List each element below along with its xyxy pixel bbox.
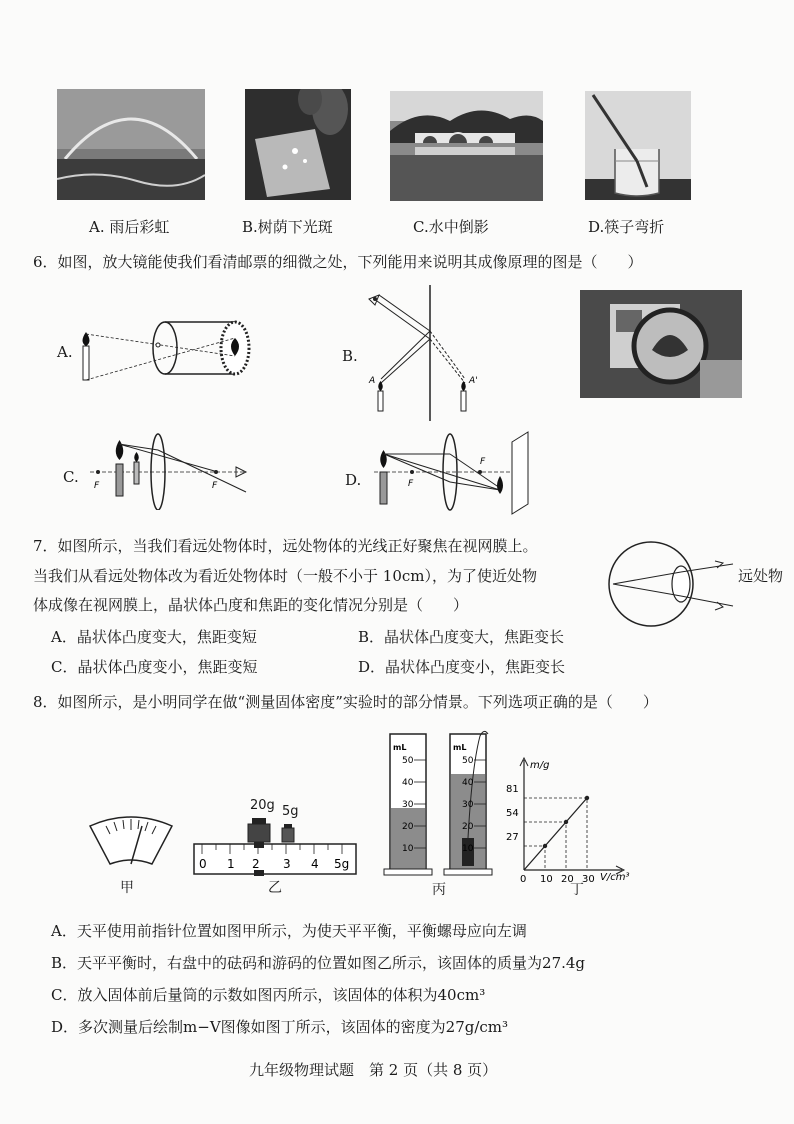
cyl2-tick-20: 20	[462, 822, 474, 832]
caption-c: C.水中倒影	[413, 218, 489, 236]
fig-label-bing: 丙	[432, 882, 446, 898]
question-7-stem-line3: 体成像在视网膜上，晶状体凸度和焦距的变化情况分别是（ ）	[33, 596, 469, 614]
question-7-stem-line2: 当我们从看远处物体改为看近处物体时（一般不小于 10cm），为了使近处物	[33, 567, 537, 585]
q6-diagram-c	[88, 430, 248, 510]
eye-label-far-object: 远处物	[738, 567, 784, 585]
caption-a: A. 雨后彩虹	[89, 218, 170, 236]
fig-label-yi: 乙	[268, 880, 282, 896]
q7-option-c: C．晶状体凸度变小，焦距变短	[51, 658, 258, 676]
q6-diagram-b	[365, 283, 495, 423]
tree-shade-photo	[245, 89, 351, 200]
graph-ytick-27: 27	[506, 832, 519, 843]
graph-ytick-54: 54	[506, 808, 519, 819]
weight-label-20g: 20g	[250, 798, 275, 813]
page-footer: 九年级物理试题 第 2 页（共 8 页）	[249, 1061, 498, 1079]
cyl2-tick-30: 30	[462, 800, 474, 810]
graph-xtick-0: 0	[520, 874, 527, 885]
point-a-prime-label: A'	[469, 376, 478, 386]
eye-diagram	[605, 538, 735, 630]
data-point-10	[543, 844, 547, 848]
q6-option-c-label: C.	[63, 468, 79, 486]
q6-option-a-label: A.	[57, 343, 73, 361]
mass-volume-graph	[500, 754, 640, 886]
cyl1-tick-30: 30	[402, 800, 414, 810]
question-7-stem-line1: 7．如图所示，当我们看远处物体时，远处物体的光线正好聚焦在视网膜上。	[33, 537, 538, 555]
q6-diagram-a	[75, 312, 260, 384]
ruler-tick-4: 4	[311, 857, 319, 871]
c-focus-right: F	[212, 481, 218, 491]
q6-option-b-label: B.	[342, 347, 358, 365]
data-point-30	[585, 796, 589, 800]
point-a-label: A	[369, 376, 376, 386]
graph-ylabel: m/g	[530, 760, 550, 771]
q8-option-a: A．天平使用前指针位置如图甲所示，为使天平平衡，平衡螺母应向左调	[51, 922, 527, 940]
data-point-20	[564, 820, 568, 824]
cyl1-tick-40: 40	[402, 778, 414, 788]
magnifier-stamp-photo	[580, 290, 742, 398]
c-focus-left: F	[94, 481, 100, 491]
q7-option-a: A．晶状体凸度变大，焦距变短	[51, 628, 257, 646]
cyl2-tick-40: 40	[462, 778, 474, 788]
caption-b: B.树荫下光斑	[242, 218, 333, 236]
rainbow-photo	[57, 89, 205, 200]
cyl2-unit: mL	[453, 743, 467, 752]
weights-and-rider-ruler	[190, 816, 360, 882]
measuring-cylinders	[380, 726, 500, 880]
graph-xtick-10: 10	[540, 874, 553, 885]
ruler-tick-5g: 5g	[334, 857, 350, 871]
fig-label-jia: 甲	[120, 880, 134, 896]
q6-option-d-label: D.	[345, 471, 362, 489]
q8-option-d: D．多次测量后绘制m−V图像如图丁所示，该固体的密度为27g/cm³	[51, 1018, 509, 1036]
cyl1-unit: mL	[393, 743, 407, 752]
cyl1-tick-20: 20	[402, 822, 414, 832]
q8-option-c: C．放入固体前后量筒的示数如图丙所示，该固体的体积为40cm³	[51, 986, 486, 1004]
graph-xtick-20: 20	[561, 874, 574, 885]
d-focus-right: F	[480, 457, 486, 467]
q7-option-d: D．晶状体凸度变小，焦距变长	[358, 658, 566, 676]
ruler-tick-3: 3	[283, 857, 291, 871]
graph-ytick-81: 81	[506, 784, 519, 795]
q6-diagram-d	[372, 428, 547, 518]
graph-xlabel: V/cm³	[600, 872, 630, 883]
balance-pointer-dial	[86, 812, 176, 880]
water-reflection-photo	[390, 91, 543, 201]
q8-option-b: B．天平平衡时，右盘中的砝码和游码的位置如图乙所示，该固体的质量为27.4g	[51, 954, 586, 972]
cyl1-tick-10: 10	[402, 844, 414, 854]
mass-volume-series-line	[524, 798, 587, 870]
d-focus-left: F	[408, 479, 414, 489]
caption-d: D.筷子弯折	[588, 218, 665, 236]
question-6-stem: 6．如图，放大镜能使我们看清邮票的细微之处，下列能用来说明其成像原理的图是（ ）	[33, 253, 643, 271]
question-8-stem: 8．如图所示，是小明同学在做“测量固体密度”实验时的部分情景。下列选项正确的是（ ）	[33, 693, 658, 711]
cyl1-tick-50: 50	[402, 756, 414, 766]
fig-label-ding: 丁	[570, 882, 584, 898]
chopsticks-photo	[585, 91, 691, 200]
q7-option-b: B．晶状体凸度变大，焦距变长	[358, 628, 565, 646]
ruler-tick-1: 1	[227, 857, 235, 871]
ruler-tick-0: 0	[199, 857, 207, 871]
weight-label-5g: 5g	[282, 804, 299, 819]
graph-xtick-30: 30	[582, 874, 595, 885]
cyl2-tick-50: 50	[462, 756, 474, 766]
ruler-tick-2: 2	[252, 857, 260, 871]
cyl2-tick-10: 10	[462, 844, 474, 854]
